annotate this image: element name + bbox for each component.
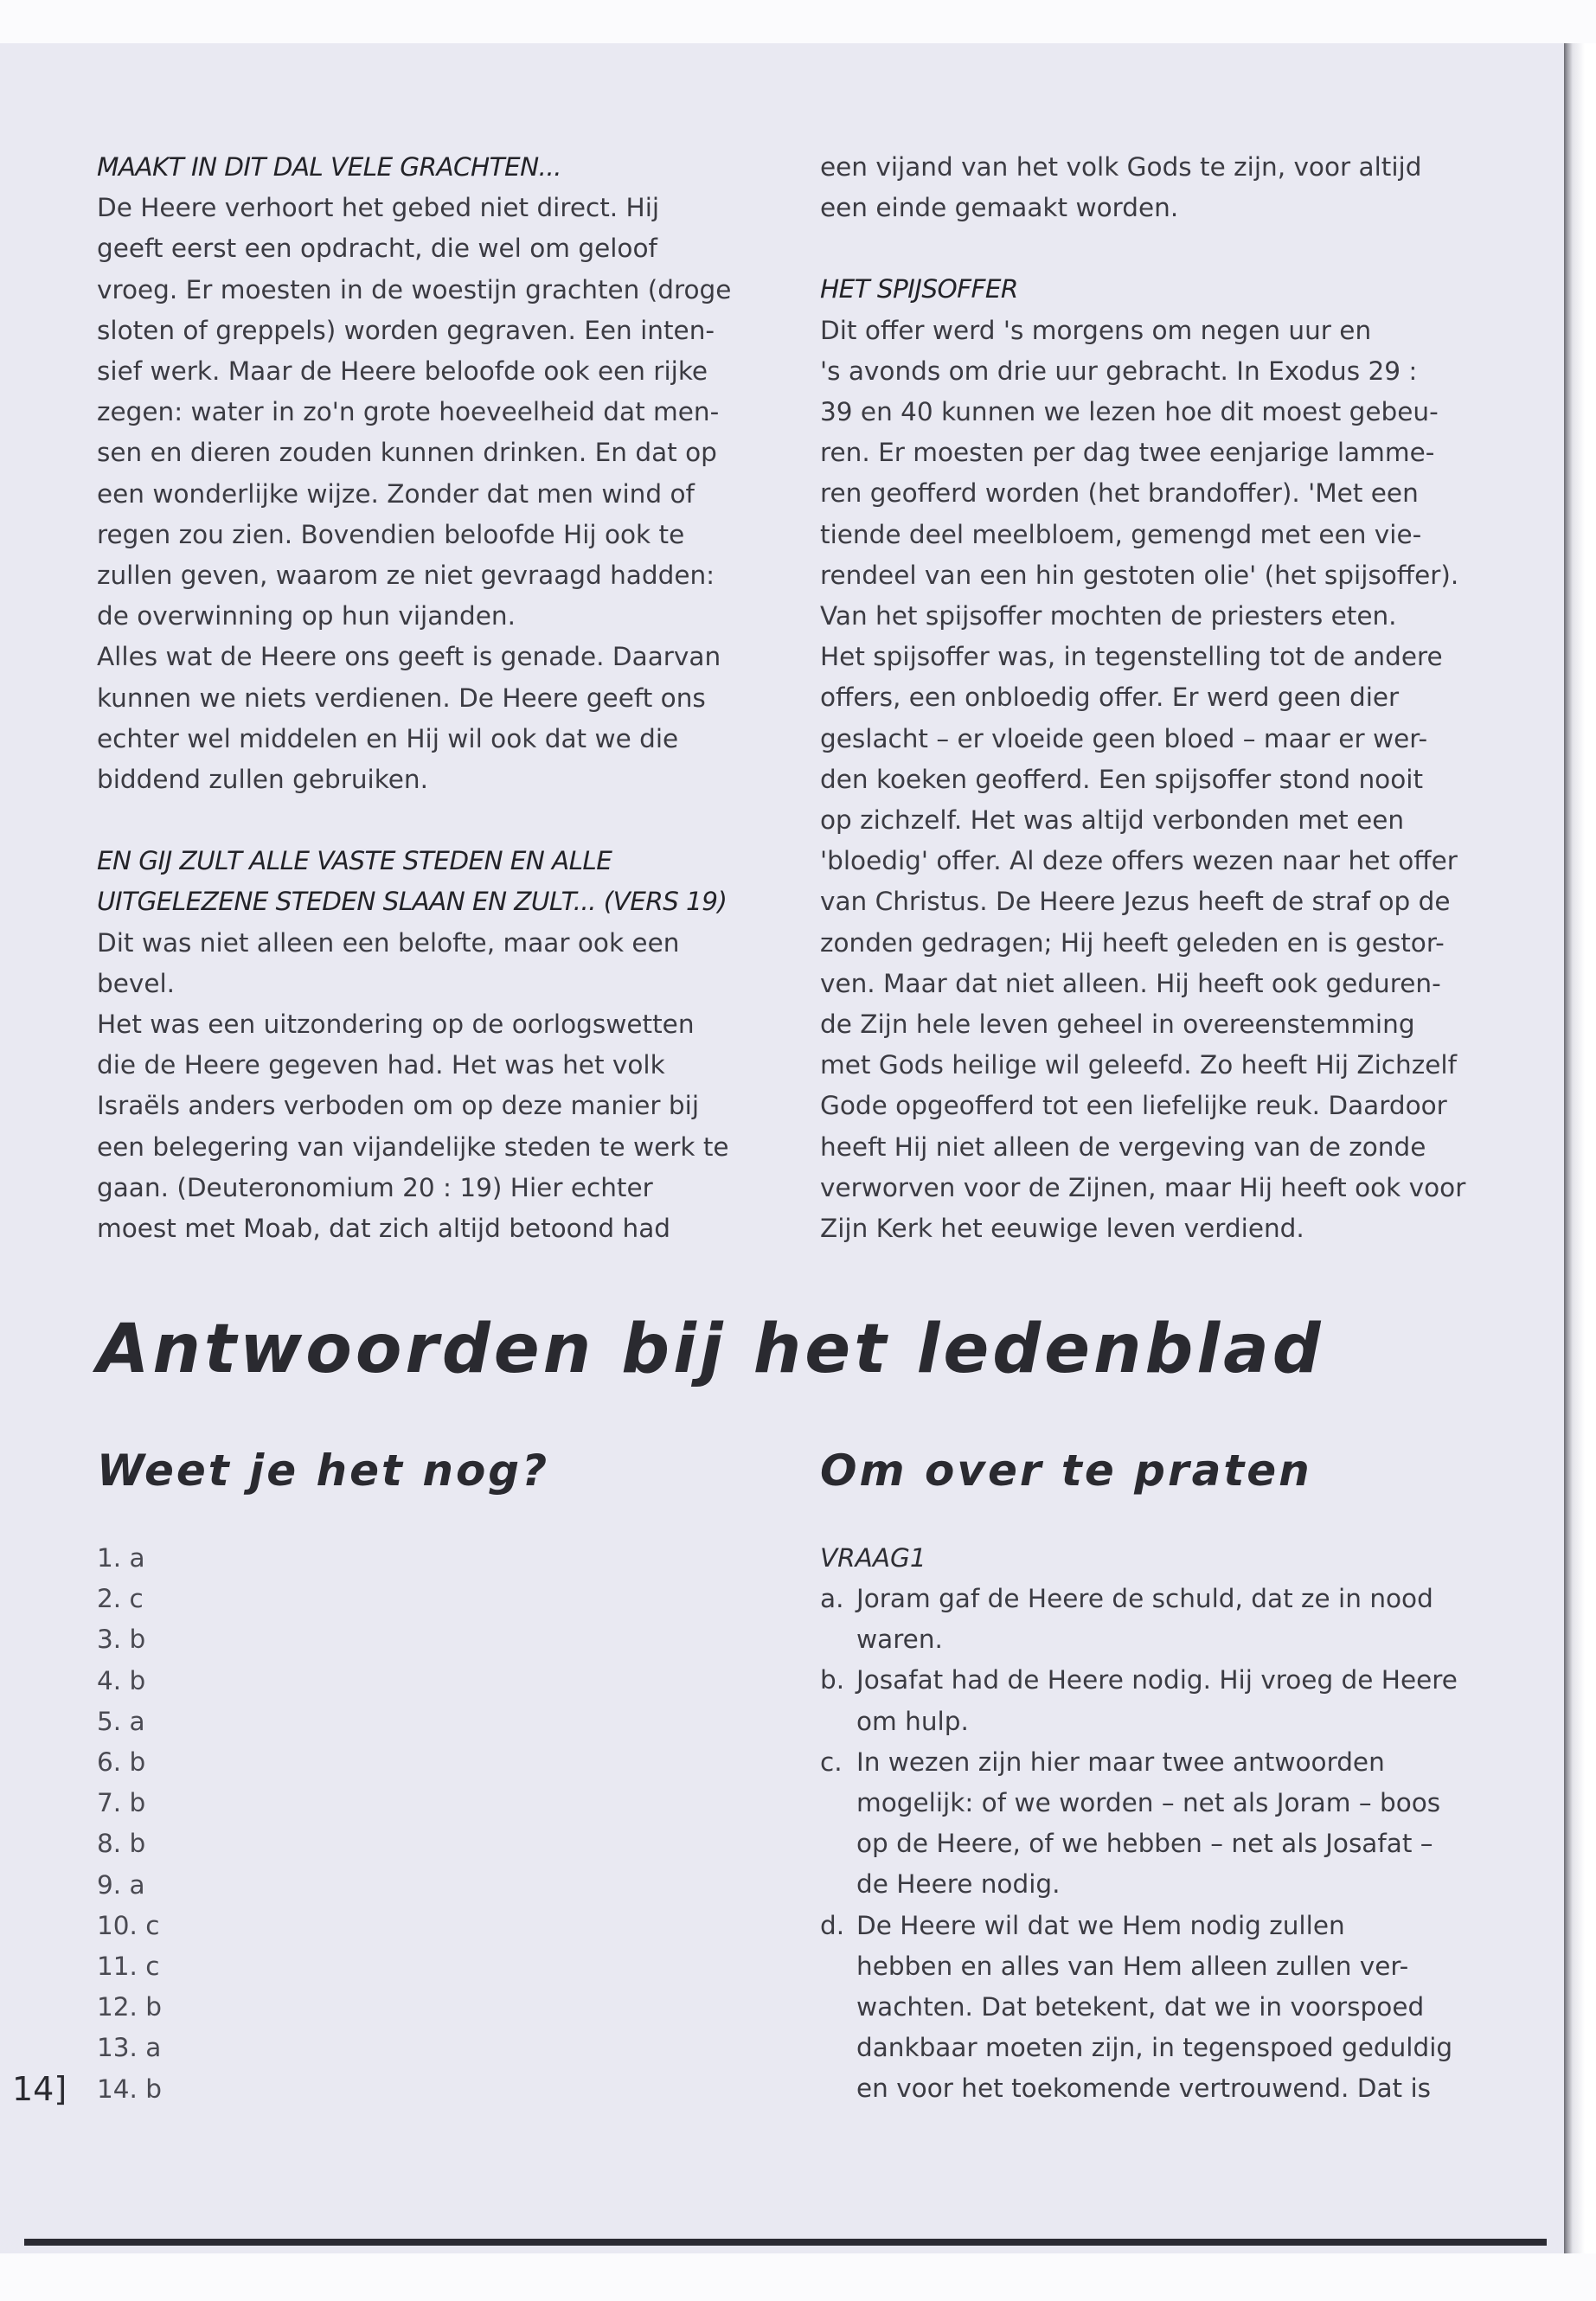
text-line: zegen: water in zo'n grote hoeveelheid dat men- <box>97 397 720 427</box>
answer-text: Josafat had de Heere nodig. Hij vroeg de Heere <box>856 1665 1458 1695</box>
text-line: zullen geven, waarom ze niet gevraagd hadden: <box>97 561 715 591</box>
right-text-column <box>820 147 1477 1249</box>
text-line: Israëls anders verboden om op deze manier bij <box>97 1091 700 1121</box>
answer-text: De Heere wil dat we Hem nodig zullen <box>856 1910 1345 1940</box>
question-answer-line <box>820 1783 1477 1823</box>
paragraph-spijsoffer <box>820 311 1477 1250</box>
answer-item: 13. a <box>97 2033 162 2063</box>
text-line: Het was een uitzondering op de oorlogswetten <box>97 1009 695 1040</box>
answer-text: op de Heere, of we hebben – net als Josafat – <box>856 1829 1433 1859</box>
text-line: Alles wat de Heere ons geeft is genade. Daarvan <box>97 642 721 672</box>
answer-text: dankbaar moeten zijn, in tegenspoed geduldig <box>856 2033 1453 2063</box>
text-line: gaan. (Deuteronomium 20 : 19) Hier echter <box>97 1172 653 1202</box>
text-line: rendeel van een hin gestoten olie' (het spijsoffer). <box>820 560 1459 590</box>
text-line: sloten of greppels) worden gegraven. Een inten- <box>97 315 715 345</box>
answer-text: en voor het toekomende vertrouwend. Dat is <box>856 2073 1432 2104</box>
subheading-spijsoffer: HET SPIJSOFFER <box>820 274 1018 304</box>
answer-text: om hulp. <box>856 1706 969 1736</box>
text-line: regen zou zien. Bovendien beloofde Hij ook te <box>97 519 685 549</box>
question-answer-line <box>820 1864 1477 1905</box>
answer-item: 4. b <box>97 1665 146 1695</box>
answer-letter <box>820 1702 856 1742</box>
answer-item: 14. b <box>97 2073 163 2104</box>
answer-text: wachten. Dat betekent, dat we in voorspoed <box>856 1992 1425 2022</box>
answer-item: 10. c <box>97 1910 160 1940</box>
text-line: heeft Hij niet alleen de vergeving van de zonde <box>820 1131 1426 1162</box>
question-answer-line <box>820 1579 1477 1619</box>
text-line: 's avonds om drie uur gebracht. In Exodus 29 : <box>820 356 1418 386</box>
text-line: tiende deel meelbloem, gemengd met een vie- <box>820 519 1422 549</box>
question-answer-line <box>820 1906 1477 1946</box>
text-line: echter wel middelen en Hij wil ook dat we die <box>97 723 679 753</box>
answer-list <box>97 1538 162 2110</box>
text-line: biddend zullen gebruiken. <box>97 765 428 795</box>
answer-letter: d. <box>820 1910 845 1940</box>
subheading-grachten: MAAKT IN DIT DAL VELE GRACHTEN... <box>97 152 561 182</box>
paragraph-grachten <box>97 188 772 800</box>
question-answer-line <box>820 1660 1477 1701</box>
question-answer-line <box>820 2028 1477 2068</box>
section-title: Antwoorden bij het ledenblad <box>97 1311 1324 1388</box>
text-line: geeft eerst een opdracht, die wel om geloof <box>97 234 657 264</box>
text-line: ren. Er moesten per dag twee eenjarige lamme- <box>820 438 1435 468</box>
text-line: Dit was niet alleen een belofte, maar ook een <box>97 927 680 958</box>
question-answer-line <box>820 1823 1477 1864</box>
text-line: De Heere verhoort het gebed niet direct. Hij <box>97 193 660 223</box>
answer-letter <box>820 1823 856 1864</box>
text-line: op zichzelf. Het was altijd verbonden met een <box>820 805 1405 836</box>
question-answers-list <box>820 1579 1477 2110</box>
text-line: 'bloedig' offer. Al deze offers wezen naar het offer <box>820 846 1458 876</box>
paragraph-steden <box>97 923 772 1250</box>
answer-item: 9. a <box>97 1869 145 1900</box>
answer-text: mogelijk: of we worden – net als Joram – boos <box>856 1788 1441 1818</box>
bottom-rule <box>24 2239 1547 2246</box>
answer-letter <box>820 2068 856 2109</box>
text-line: de Zijn hele leven geheel in overeenstemming <box>820 1009 1415 1040</box>
question-answer-line <box>820 1702 1477 1742</box>
text-line: een belegering van vijandelijke steden te werk te <box>97 1131 729 1162</box>
answer-letter <box>820 2028 856 2068</box>
text-line: die de Heere gegeven had. Het was het volk <box>97 1050 665 1080</box>
answer-letter <box>820 1987 856 2028</box>
text-line: vroeg. Er moesten in de woestijn grachten (droge <box>97 274 732 304</box>
text-line: Van het spijsoffer mochten de priesters eten. <box>820 601 1397 631</box>
discussion-subtitle: Om over te praten <box>820 1445 1312 1496</box>
question-answer-line <box>820 1987 1477 2028</box>
text-line: van Christus. De Heere Jezus heeft de straf op de <box>820 887 1451 917</box>
text-line: sief werk. Maar de Heere beloofde ook een rijke <box>97 356 708 387</box>
page-number: 14] <box>12 2070 67 2108</box>
answer-text: waren. <box>856 1625 943 1655</box>
text-line: bevel. <box>97 968 176 998</box>
text-line: Dit offer werd 's morgens om negen uur en <box>820 315 1372 345</box>
text-line: geslacht – er vloeide geen bloed – maar er wer- <box>820 723 1428 753</box>
answer-letter: b. <box>820 1665 845 1695</box>
text-line: met Gods heilige wil geleefd. Zo heeft Hij Zichzelf <box>820 1050 1457 1080</box>
text-line: de overwinning op hun vijanden. <box>97 601 516 631</box>
page-edge-shadow <box>1564 43 1596 2253</box>
answer-item: 2. c <box>97 1584 144 1614</box>
text-line: offers, een onbloedig offer. Er werd geen dier <box>820 683 1400 713</box>
text-line: een vijand van het volk Gods te zijn, voor altijd <box>820 152 1422 182</box>
answer-item: 8. b <box>97 1829 146 1859</box>
answer-item: 3. b <box>97 1625 146 1655</box>
text-line: kunnen we niets verdienen. De Heere geeft ons <box>97 683 706 713</box>
text-line: 39 en 40 kunnen we lezen hoe dit moest gebeu- <box>820 397 1439 427</box>
answer-item: 11. c <box>97 1952 160 1982</box>
text-line: ven. Maar dat niet alleen. Hij heeft ook geduren- <box>820 968 1441 998</box>
text-line: ren geofferd worden (het brandoffer). 'Met een <box>820 478 1419 509</box>
text-line: sen en dieren zouden kunnen drinken. En dat op <box>97 438 717 468</box>
answer-item: 12. b <box>97 1992 163 2022</box>
answer-letter <box>820 1783 856 1823</box>
question-answer-line <box>820 1619 1477 1660</box>
question-label: VRAAG1 <box>820 1543 926 1573</box>
left-text-column <box>97 147 772 1249</box>
text-line: een wonderlijke wijze. Zonder dat men wind of <box>97 478 695 509</box>
answer-text: In wezen zijn hier maar twee antwoorden <box>856 1747 1385 1777</box>
answer-item: 6. b <box>97 1747 146 1778</box>
answer-item: 1. a <box>97 1543 145 1573</box>
question-answer-line <box>820 1742 1477 1783</box>
question-answer-line <box>820 1946 1477 1987</box>
answer-letter <box>820 1619 856 1660</box>
answer-item: 7. b <box>97 1788 146 1818</box>
answer-letter <box>820 1864 856 1905</box>
paragraph-continued <box>820 147 1477 228</box>
quiz-subtitle: Weet je het nog? <box>97 1445 550 1496</box>
text-line: Gode opgeofferd tot een liefelijke reuk. Daardoor <box>820 1091 1447 1121</box>
text-line: een einde gemaakt worden. <box>820 193 1179 223</box>
answer-text: Joram gaf de Heere de schuld, dat ze in nood <box>856 1584 1433 1613</box>
answer-letter <box>820 1946 856 1987</box>
answer-letter: c. <box>820 1747 843 1777</box>
text-line: zonden gedragen; Hij heeft geleden en is gestor- <box>820 927 1445 958</box>
answer-item: 5. a <box>97 1706 145 1736</box>
answer-text: de Heere nodig. <box>856 1869 1061 1900</box>
text-line: moest met Moab, dat zich altijd betoond had <box>97 1214 671 1244</box>
answer-text: hebben en alles van Hem alleen zullen ver- <box>856 1951 1409 1981</box>
answer-letter: a. <box>820 1584 844 1613</box>
subheading-steden-line1: EN GIJ ZULT ALLE VASTE STEDEN EN ALLE <box>97 846 612 876</box>
text-line: den koeken geofferd. Een spijsoffer stond nooit <box>820 764 1424 794</box>
subheading-steden-line2: UITGELEZENE STEDEN SLAAN EN ZULT... (VERS 19) <box>97 887 727 917</box>
question-answer-line <box>820 2068 1477 2109</box>
text-line: Zijn Kerk het eeuwige leven verdiend. <box>820 1214 1304 1244</box>
text-line: Het spijsoffer was, in tegenstelling tot de andere <box>820 642 1443 672</box>
text-line: verworven voor de Zijnen, maar Hij heeft ook voor <box>820 1172 1466 1202</box>
